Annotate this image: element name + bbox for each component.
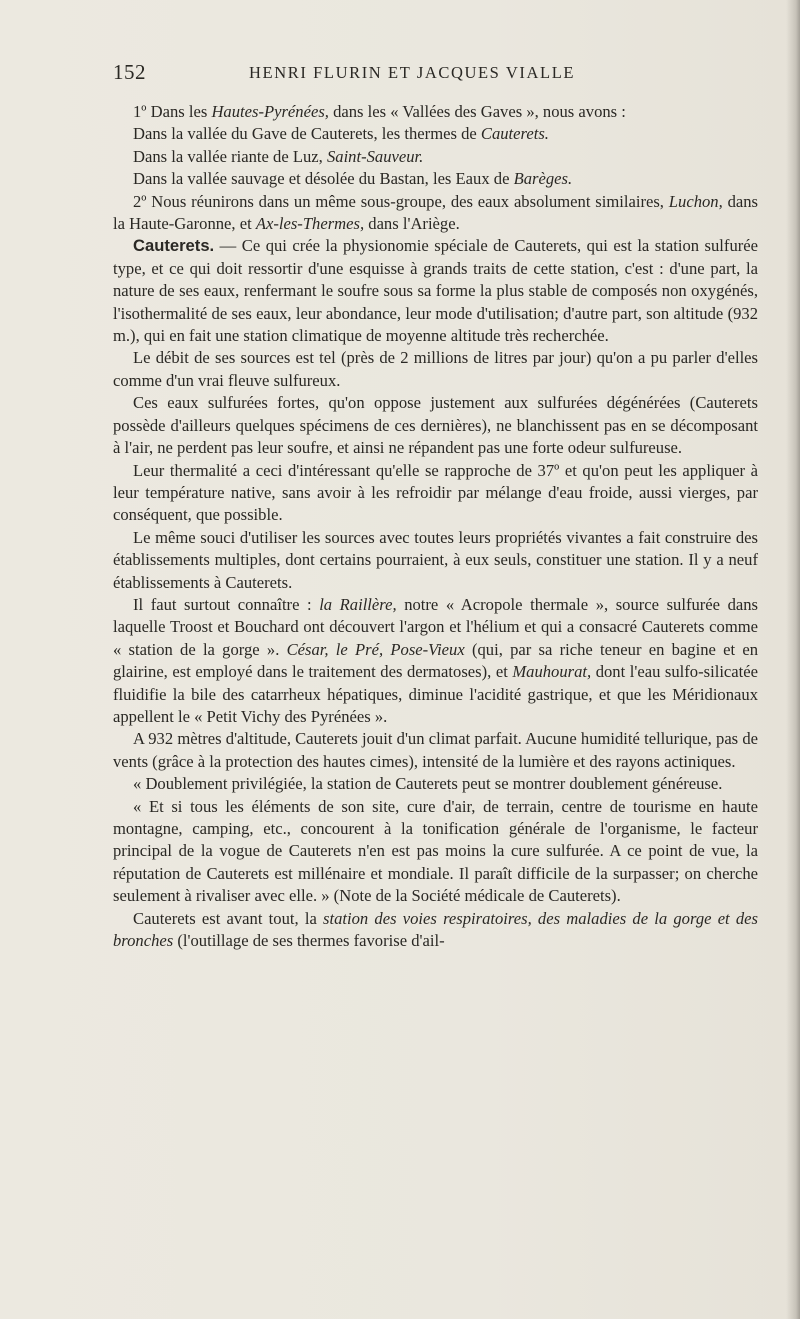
text-run: — Ce qui crée la physionomie spéciale de Cauterets, qui est la station sulfurée type, et ce qui doit ressortir d'une esquisse à grands traits de cette station, c'est : d'une part, la nature de ses eaux, renfermant le soufre sous sa forme la plus stable de composés non oxygénés, l'isothermalité de ses eaux, leur abondance, leur mode d'utilisation; d'autre part, son altitude (932 m.), qui en fait une station climatique de moyenne altitude très recherchée.	[113, 236, 758, 346]
text-run: dans les « Vallées des Gaves », nous avons :	[328, 102, 626, 121]
italic-run: Barèges.	[513, 169, 573, 189]
text-run: Ces eaux sulfurées fortes, qu'on oppose justement aux sulfurées dégénérées (Cauterets possède d'ailleurs quelques spécimens de ces dernières), ne blanchissent pas en se décomposant à l'air, ne perdent pas leur soufre, et ainsi ne répandent pas une forte odeur sulfureuse.	[113, 393, 758, 458]
text-run: Leur thermalité a ceci d'intéressant qu'elle se rapproche de 37º et qu'on peut les appliquer à leur température native, sans avoir à les refroidir par mélange d'eau froide, aussi vierges, par conséquent, que possible.	[113, 460, 758, 525]
paragraph	[113, 101, 758, 123]
text-run: A 932 mètres d'altitude, Cauterets jouit d'un climat parfait. Aucune humidité tellurique, pas de vents (grâce à la protection des hautes cimes), intensité de la lumière et des rayons actiniques.	[113, 729, 758, 771]
paragraph	[113, 235, 758, 347]
italic-run: Luchon,	[668, 191, 723, 211]
paragraph	[113, 146, 758, 168]
italic-run: Cauterets.	[480, 124, 549, 144]
paragraph	[113, 527, 758, 594]
italic-run: Mauhourat,	[512, 662, 592, 682]
paragraph	[113, 796, 758, 908]
text-run: « Doublement privilégiée, la station de Cauterets peut se montrer doublement généreuse.	[133, 774, 723, 794]
text-run: Il faut surtout connaître :	[133, 594, 320, 614]
text-run: dans la Haute-Garonne, et	[113, 191, 758, 234]
page-number: 152	[113, 60, 146, 84]
paragraph	[113, 392, 758, 459]
italic-run: Saint-Sauveur.	[326, 146, 424, 166]
text-run: Cauterets est avant tout,	[133, 908, 305, 928]
text-run: 1º Dans les	[133, 102, 212, 121]
paragraph	[113, 594, 758, 728]
paragraph	[113, 773, 758, 795]
text-run: (l'outillage de ses thermes favorise d'ail-	[173, 931, 445, 951]
italic-run: César, le Pré, Pose-Vieux	[286, 639, 465, 659]
text-run: Dans la vallée du Gave de Cauterets, les thermes de	[133, 124, 481, 144]
body-text	[113, 101, 758, 952]
running-head: HENRI FLURIN ET JACQUES VIALLE	[249, 63, 576, 82]
text-run: 2º Nous réunirons dans un même sous-groupe, des eaux absolument similaires,	[133, 191, 669, 211]
paragraph	[113, 460, 758, 527]
paragraph	[113, 728, 758, 773]
italic-run: station des voies respiratoires, des maladies de la gorge et des bronches	[113, 908, 758, 951]
paragraph	[113, 168, 758, 190]
italic-run: la Raillère,	[319, 594, 397, 614]
text-run: (qui, par sa riche teneur en bagine et en glairine, est employé dans le traitement des dermatoses), et	[113, 639, 758, 682]
paragraph	[113, 908, 758, 953]
paragraph	[113, 347, 758, 392]
text-run: Dans la vallée sauvage et désolée du Bastan, les Eaux de	[133, 169, 514, 189]
italic-run: Ax-les-Thermes,	[255, 214, 365, 234]
page-header	[113, 60, 758, 88]
text-run: Le débit de ses sources est tel (près de 2 millions de litres par jour) qu'on a pu parler d'elles comme d'un vrai fleuve sulfureux.	[113, 348, 758, 390]
text-run: la	[304, 908, 317, 928]
text-run: Dans la vallée riante de Luz,	[133, 146, 327, 166]
section-lead: Cauterets.	[133, 236, 215, 256]
paragraph	[113, 123, 758, 145]
text-run: « Et si tous les éléments de son site, cure d'air, de terrain, centre de tourisme en haute montagne, camping, etc., concourent à la tonification générale de l'organisme, le facteur principal de la vogue de Cauterets n'en est pas moins la cure sulfurée. A ce point de vue, la réputation de Cauterets est millénaire et mondiale. Il paraît difficile de la surpasser; on cherche seulement à rivaliser avec elle. » (Note de la Société médicale de Cauterets).	[113, 796, 758, 906]
page-edge-shadow	[786, 0, 800, 1319]
paragraph	[113, 191, 758, 236]
text-run: Le même souci d'utiliser les sources avec toutes leurs propriétés vivantes a fait construire des établissements multiples, dont certains pourraient, à eux seuls, constituer une station. Il y a neuf établissements à Cauterets.	[113, 527, 758, 592]
text-run: dans l'Ariège.	[364, 214, 460, 234]
text-run: dont l'eau sulfo-silicatée fluidifie la bile des catarrheux hépatiques, diminue l'acidité gastrique, et que les Méridionaux appellent le « Petit Vichy des Pyrénées ».	[113, 662, 758, 726]
text-run: notre « Acropole thermale », source sulfurée dans laquelle Troost et Bouchard ont découvert l'argon et l'hélium et qui a consacré Cauterets comme « station de la gorge ».	[113, 594, 758, 659]
italic-run: Hautes-Pyrénées,	[211, 102, 329, 121]
